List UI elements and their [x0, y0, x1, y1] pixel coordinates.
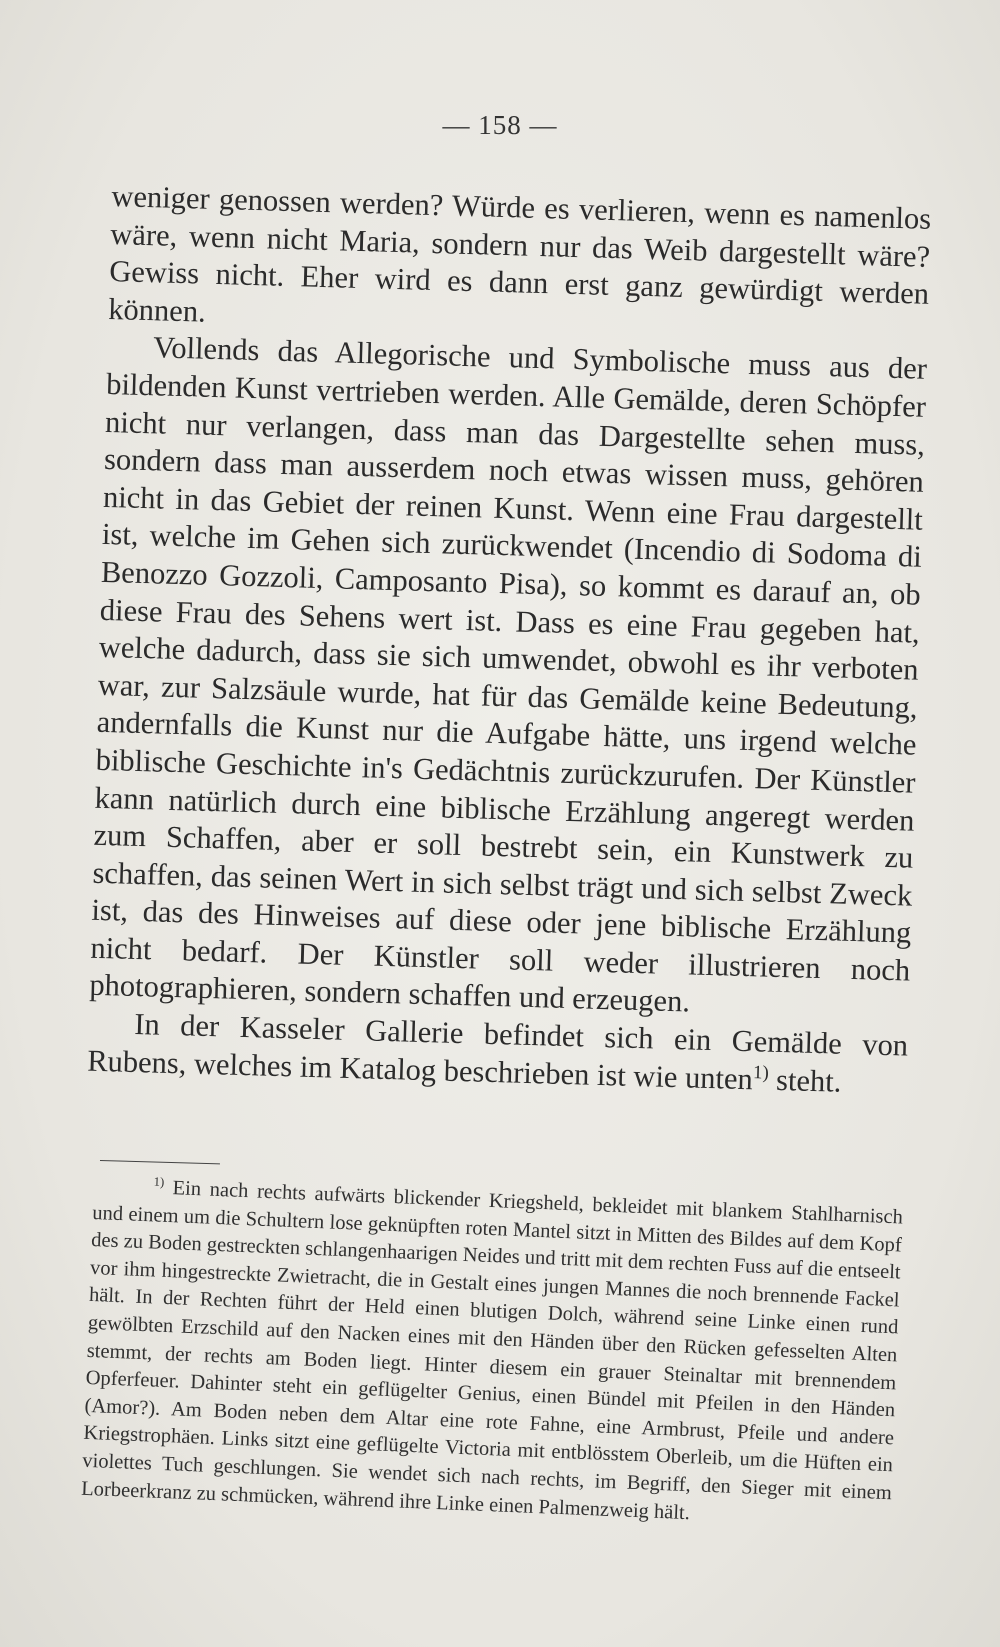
footnote [81, 1172, 904, 1535]
paragraph-3-text: In der Kasseler Gallerie befindet sich ein Gemälde von Rubens, welches im Katalog beschrieben ist wie unten [86, 1007, 909, 1096]
paragraph-2: Vollends das Allegorische und Symbolische muss aus der bildenden Kunst vertrieben werden. Alle Gemälde, deren Schöpfer nicht nur verlangen, dass man das Dargestellte sehen muss, sondern dass man ausserdem noch etwas wissen muss, gehören nicht in das Gebiet der reinen Kunst. Wenn eine Frau dargestellt ist, welche im Gehen sich zurückwendet (Incendio di Sodoma di Benozzo Gozzoli, Camposanto Pisa), so kommt es darauf an, ob diese Frau des Sehens wert ist. Dass es eine Frau gegeben hat, welche dadurch, dass sie sich umwendet, obwohl es ihr verboten war, zur Salzsäule wurde, hat für das Gemälde keine Bedeutung, andernfalls die Kunst nur die Aufgabe hätte, uns irgend welche biblische Geschichte in's Gedächtnis zurückzurufen. Der Künstler kann natürlich durch eine biblische Erzählung angeregt werden zum Schaffen, aber er soll bestrebt sein, ein Kunstwerk zu schaffen, das seinen Wert in sich selbst trägt und sich selbst Zweck ist, das des Hinweises auf diese oder jene biblische Erzählung nicht bedarf. Der Künstler soll weder illustrieren noch photographieren, sondern schaffen und erzeugen. [88, 330, 928, 1019]
paragraph-3-end: steht. [768, 1062, 842, 1099]
footnote-divider [100, 1160, 220, 1164]
paragraph-1: weniger genossen werden? Würde es verlieren, wenn es namenlos wäre, wenn nicht Maria, sondern nur das Weib dargestellt wäre? Gewiss nicht. Eher wird es dann erst ganz gewürdigt werden können. [107, 178, 932, 329]
footnote-text: Ein nach rechts aufwärts blickender Kriegsheld, bekleidet mit blankem Stahlharnisch und einem um die Schultern lose geknüpften roten Mantel sitzt in Mitten des Bildes auf dem Kopf des zu Boden gestreckten schlangenhaarigen Neides und tritt mit dem rechten Fuss auf die entseelt vor ihm hingestreckte Zwietracht, die in Gestalt eines jungen Mannes die noch brennende Fackel hält. In der Rechten führt der Held einen blutigen Dolch, während seine Linke einen rund gewölbten Erzschild auf den Nacken eines mit den Händen über den Rücken gefesselten Alten stemmt, der rechts am Boden liegt. Hinter diesem ein grauer Steinaltar mit brennendem Opferfeuer. Dahinter steht ein geflügelter Genius, einen Bündel mit Pfeilen in den Händen (Amor?). Am Boden neben dem Altar eine rote Fahne, eine Armbrust, Pfeile und andere Kriegstrophäen. Links sitzt eine geflügelte Victoria mit entblösstem Oberleib, um die Hüften ein violettes Tuch geschlungen. Sie wendet sich nach rechts, im Begriff, den Sieger mit einem Lorbeerkranz zu schmücken, während ihre Linke einen Palmenzweig hält. [80, 1177, 904, 1524]
footnote-marker: 1) [153, 1174, 165, 1189]
footnote-reference: 1) [752, 1061, 770, 1084]
main-text [87, 178, 932, 1103]
page-number-header: — 158 — [442, 110, 558, 140]
